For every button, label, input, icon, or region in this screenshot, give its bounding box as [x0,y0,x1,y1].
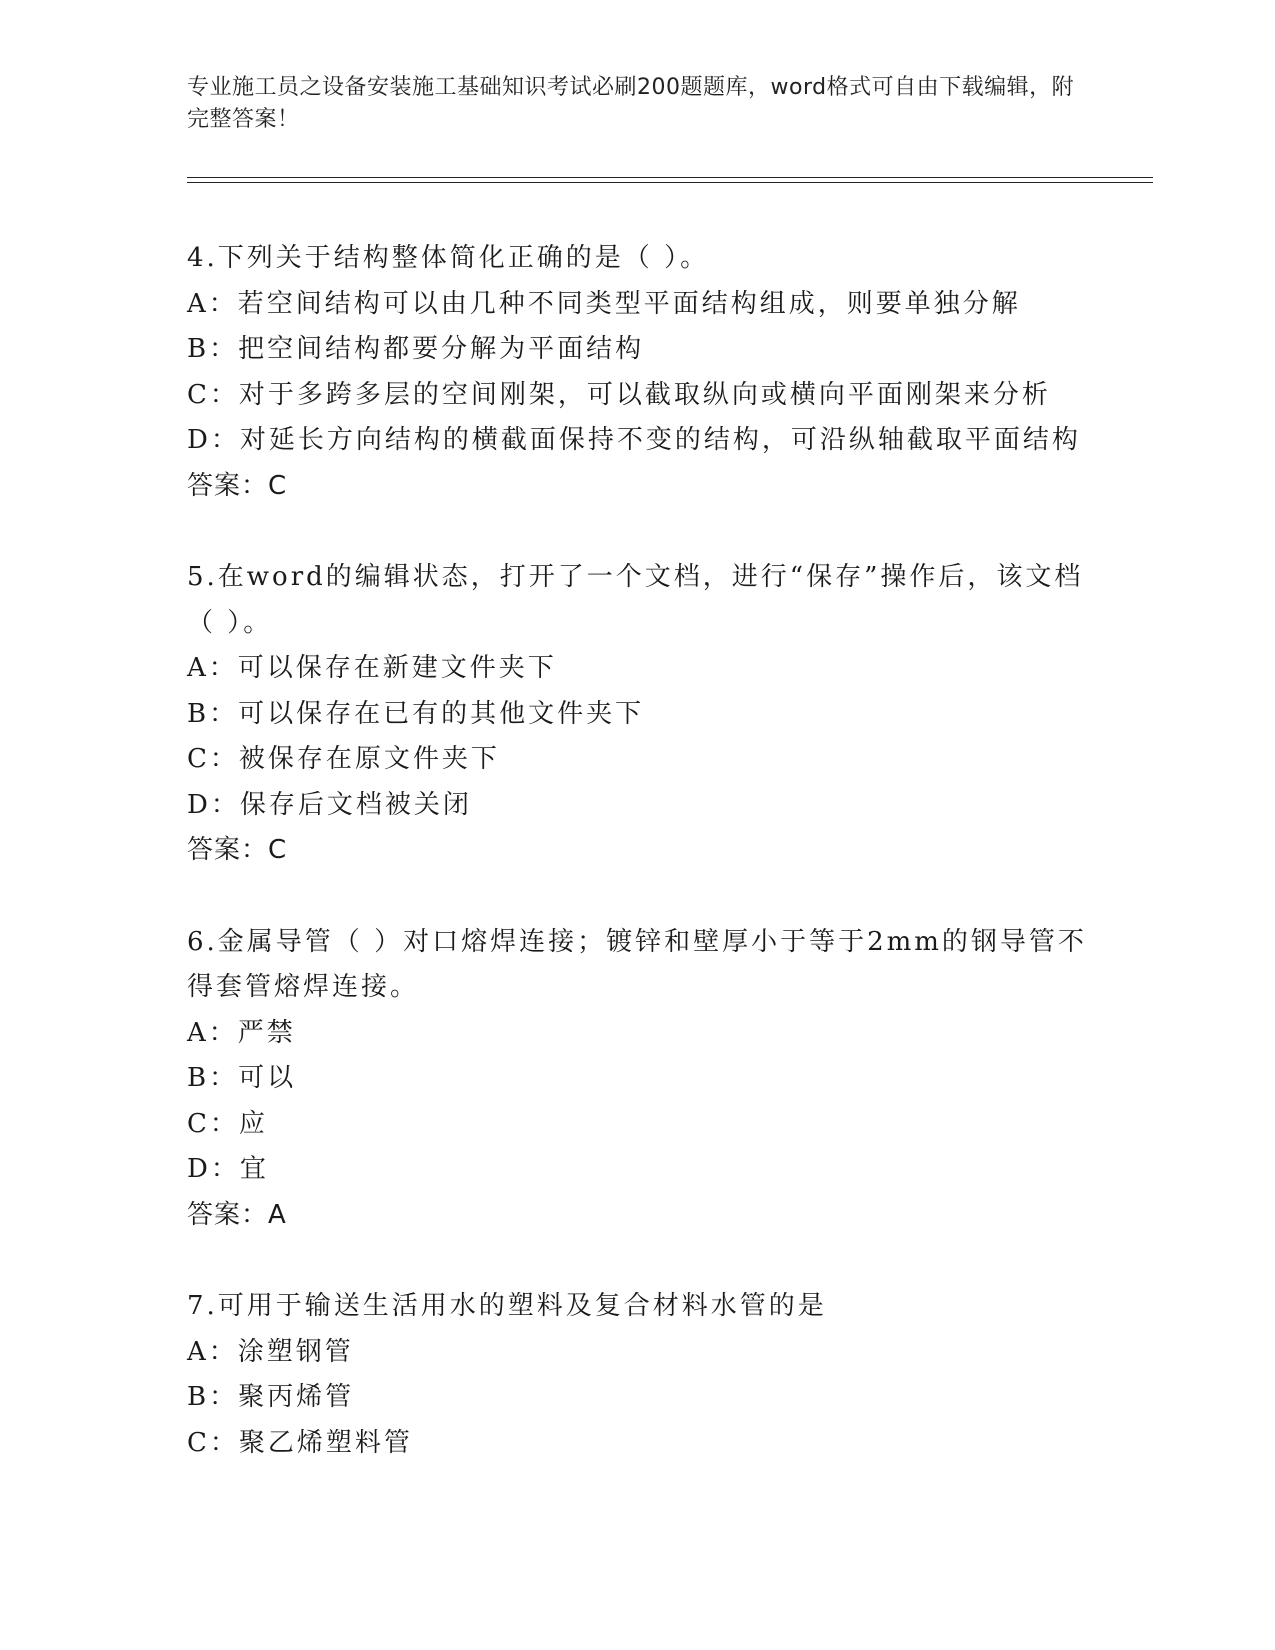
question-4 [187,236,1087,509]
question-stem: 5.在word的编辑状态，打开了一个文档，进行“保存”操作后，该文档（ ）。 [187,562,1084,638]
option-b: B：可以 [187,1063,297,1093]
option-a: A：若空间结构可以由几种不同类型平面结构组成，则要单独分解 [187,288,1021,319]
option-a: A：严禁 [187,1017,296,1048]
option-c: C：应 [187,1108,268,1139]
question-gap [187,874,1087,920]
option-c: C：聚乙烯塑料管 [187,1427,413,1458]
header-rule-top [187,177,1153,178]
question-gap [187,509,1087,555]
question-stem: 4.下列关于结构整体简化正确的是（ ）。 [187,243,710,273]
question-6 [187,920,1087,1239]
question-gap [187,1238,1087,1284]
answer: 答案：A [187,1199,287,1230]
option-d: D：宜 [187,1154,269,1184]
question-5 [187,555,1087,874]
answer: 答案：C [187,470,288,501]
question-list [187,236,1087,1466]
option-c: C：被保存在原文件夹下 [187,744,500,774]
option-b: B：聚丙烯管 [187,1382,355,1412]
option-c: C：对于多跨多层的空间刚架，可以截取纵向或横向平面刚架来分析 [187,379,1051,410]
answer: 答案：C [187,835,288,865]
question-stem: 6.金属导管（ ）对口熔焊连接；镀锌和壁厚小于等于2mm的钢导管不得套管熔焊连接。 [187,926,1087,1002]
option-a: A：可以保存在新建文件夹下 [187,653,557,683]
question-7 [187,1284,1087,1466]
option-b: B：可以保存在已有的其他文件夹下 [187,698,645,729]
option-b: B：把空间结构都要分解为平面结构 [187,334,645,364]
option-d: D：对延长方向结构的横截面保持不变的结构，可沿纵轴截取平面结构 [187,425,1081,455]
option-d: D：保存后文档被关闭 [187,789,472,820]
option-a: A：涂塑钢管 [187,1336,354,1367]
header-rule-bottom [187,182,1153,183]
question-stem: 7.可用于输送生活用水的塑料及复合材料水管的是 [187,1291,827,1321]
document-header-title: 专业施工员之设备安装施工基础知识考试必刷200题题库，word格式可自由下载编辑，附完整答案！ [187,75,1075,132]
